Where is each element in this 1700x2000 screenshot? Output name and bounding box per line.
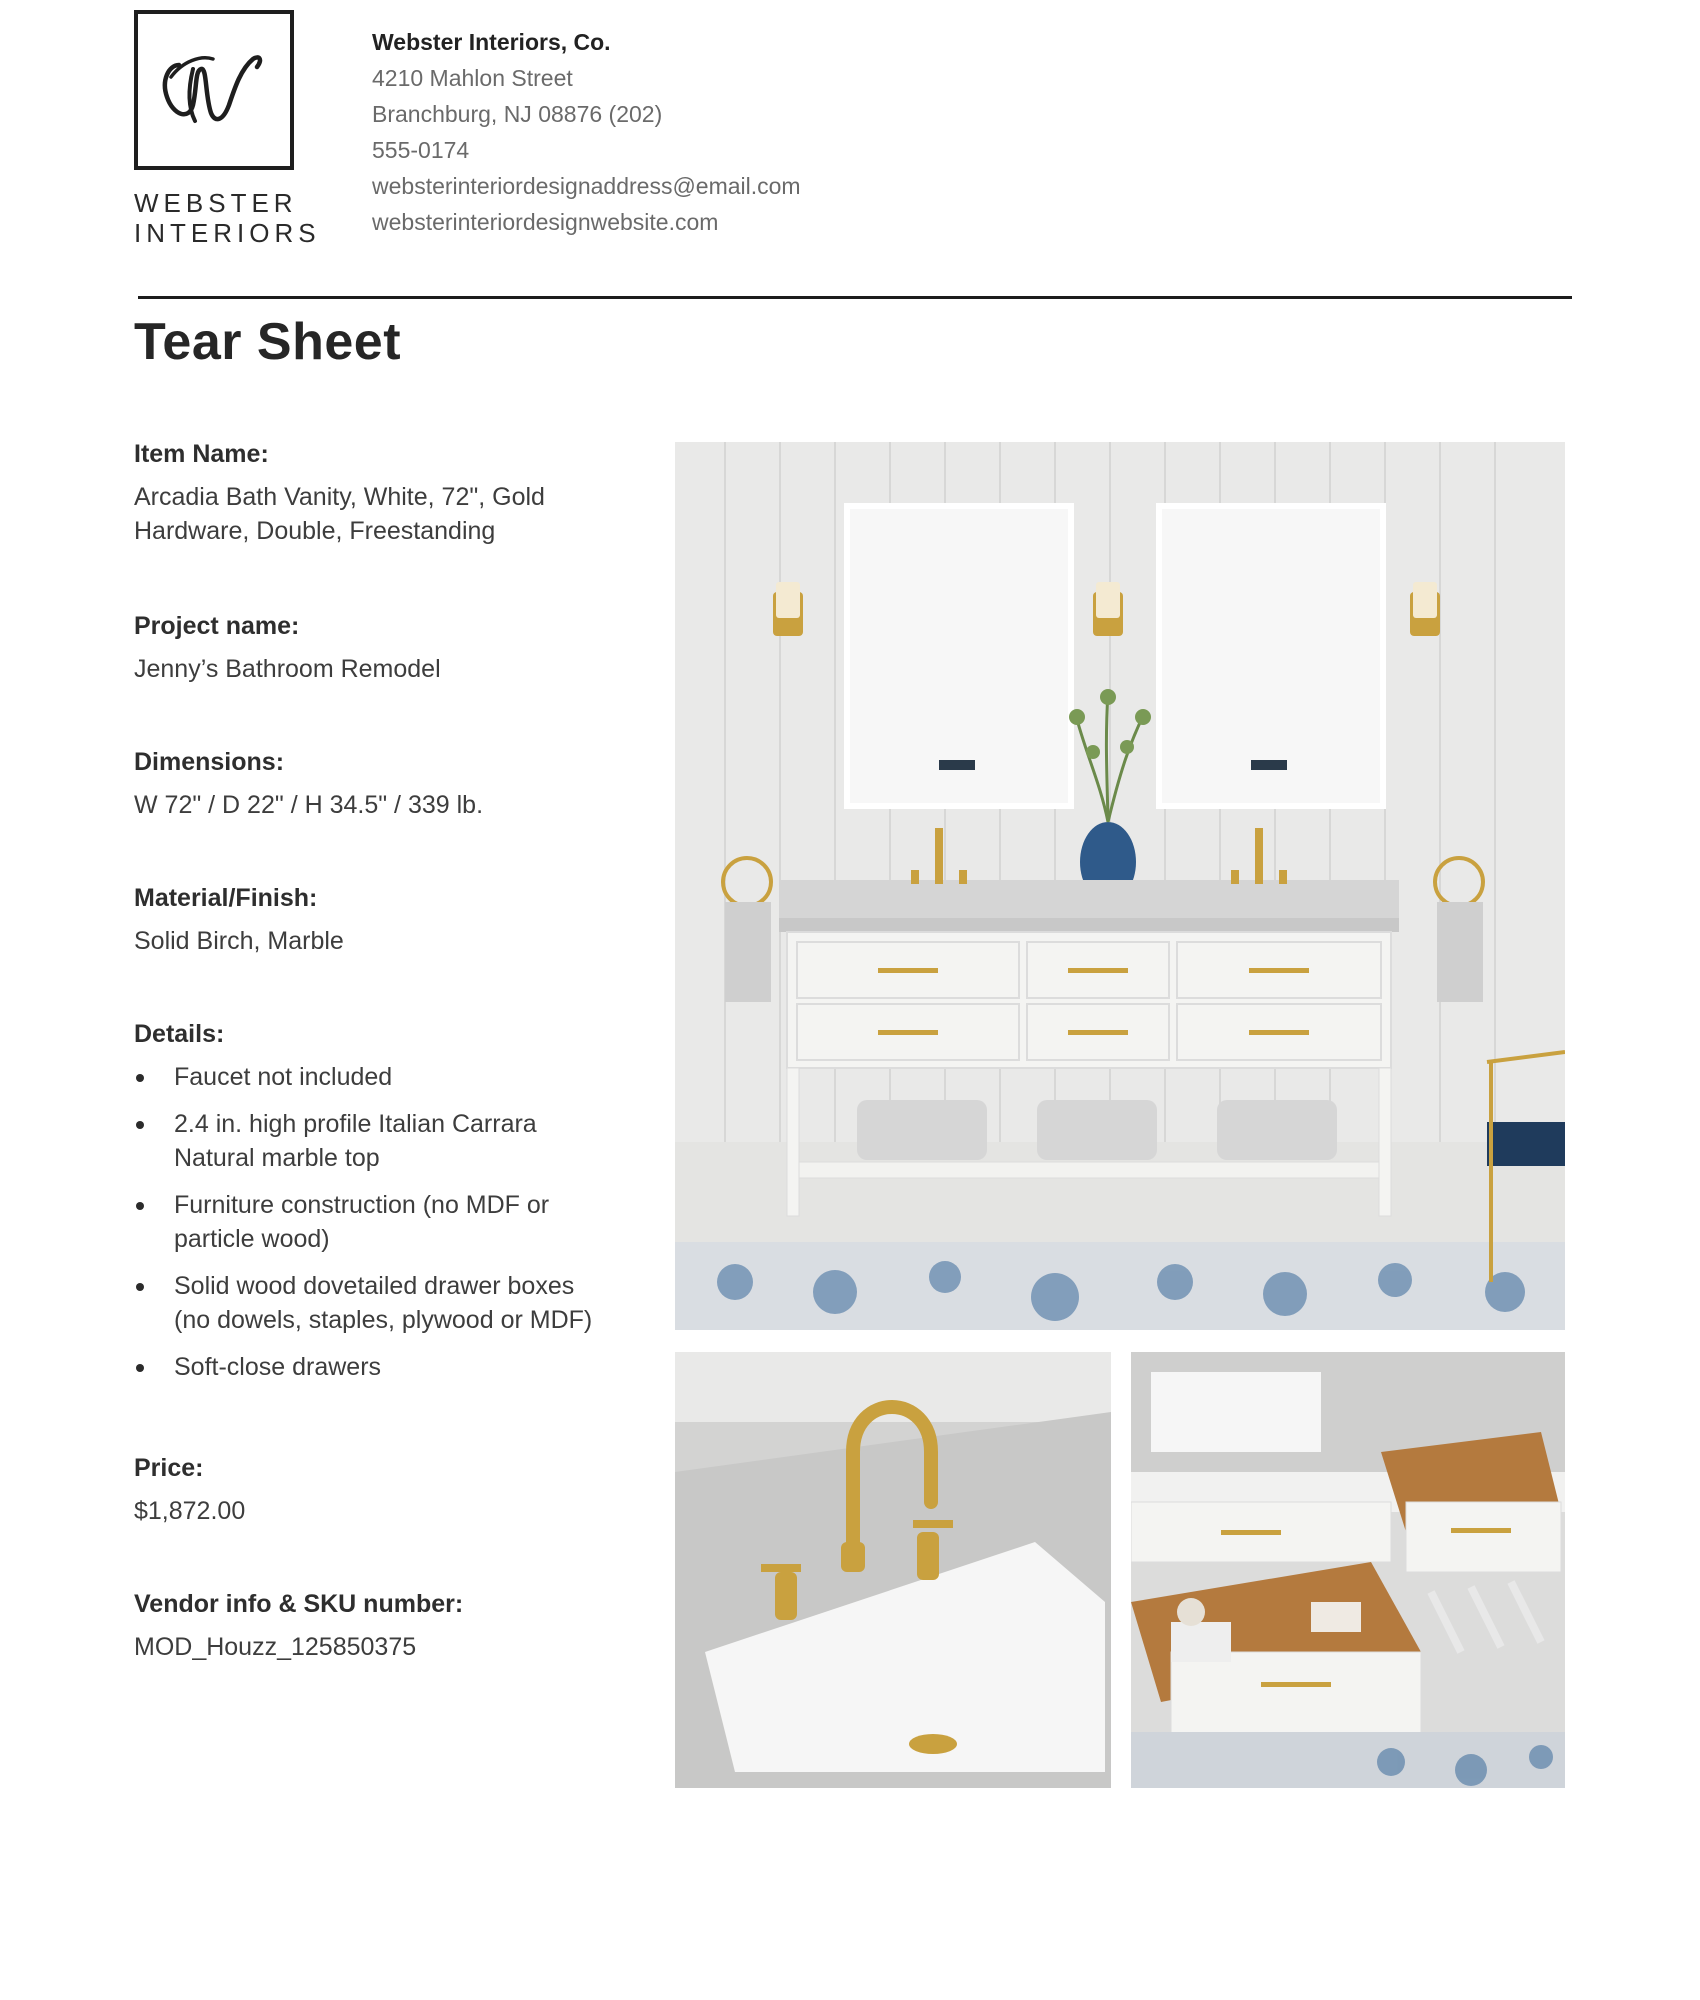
item-name-label: Item Name:	[134, 440, 269, 468]
details-item-text: Faucet not included	[174, 1063, 393, 1091]
details-item-text: 2.4 in. high profile Italian Carrara	[174, 1110, 537, 1138]
company-logo	[134, 10, 321, 248]
details-section	[134, 1016, 654, 1397]
dimensions-label: Dimensions:	[134, 748, 285, 776]
header-divider	[138, 296, 1572, 299]
company-name: Webster Interiors, Co.	[372, 29, 611, 55]
company-phone: 555-0174	[372, 137, 470, 163]
details-item-text: Soft-close drawers	[174, 1353, 382, 1381]
vanity-main-photo	[675, 442, 1565, 1330]
material-section	[134, 880, 344, 958]
project-name-value: Jenny’s Bathroom Remodel	[134, 655, 441, 683]
logo-wordmark	[134, 188, 321, 248]
logo-line2: INTERIORS	[134, 218, 321, 248]
dimensions-value: W 72" / D 22" / H 34.5" / 339 lb.	[134, 791, 484, 819]
item-name-value	[134, 480, 545, 548]
company-contact	[372, 24, 932, 240]
details-item-text: Furniture construction (no MDF or	[174, 1191, 550, 1219]
logo-line1: WEBSTER	[134, 188, 298, 218]
company-city: Branchburg, NJ 08876 (202)	[372, 101, 663, 127]
price-section	[134, 1450, 245, 1528]
project-name-label: Project name:	[134, 612, 300, 640]
material-label: Material/Finish:	[134, 884, 318, 912]
details-item	[134, 1188, 654, 1256]
details-item	[134, 1269, 654, 1337]
details-item	[134, 1107, 654, 1175]
vendor-label: Vendor info & SKU number:	[134, 1590, 464, 1618]
item-name-line2: Hardware, Double, Freestanding	[134, 517, 496, 545]
details-item-text: Natural marble top	[174, 1144, 380, 1172]
details-item-text: (no dowels, staples, plywood or MDF)	[174, 1306, 593, 1334]
item-name-line1: Arcadia Bath Vanity, White, 72", Gold	[134, 483, 545, 511]
project-name-section	[134, 608, 441, 686]
details-label: Details:	[134, 1020, 225, 1048]
logo-monogram	[134, 10, 294, 170]
company-street: 4210 Mahlon Street	[372, 65, 573, 91]
details-list	[134, 1060, 654, 1384]
company-website[interactable]: websterinteriordesignwebsite.com	[372, 209, 719, 235]
details-item	[134, 1350, 654, 1384]
price-label: Price:	[134, 1454, 204, 1482]
dimensions-section	[134, 744, 483, 822]
vendor-sku-value: MOD_Houzz_125850375	[134, 1633, 417, 1661]
drawer-detail-photo	[1131, 1352, 1565, 1788]
page-title: Tear Sheet	[134, 313, 402, 371]
price-value: $1,872.00	[134, 1497, 246, 1525]
company-email[interactable]: websterinteriordesignaddress@email.com	[372, 173, 801, 199]
details-item	[134, 1060, 654, 1094]
item-name-section	[134, 436, 545, 548]
faucet-detail-photo	[675, 1352, 1111, 1788]
details-item-text: particle wood)	[174, 1225, 330, 1253]
monogram-w-icon	[149, 25, 279, 155]
material-value: Solid Birch, Marble	[134, 927, 344, 955]
vendor-section	[134, 1586, 463, 1664]
details-item-text: Solid wood dovetailed drawer boxes	[174, 1272, 575, 1300]
